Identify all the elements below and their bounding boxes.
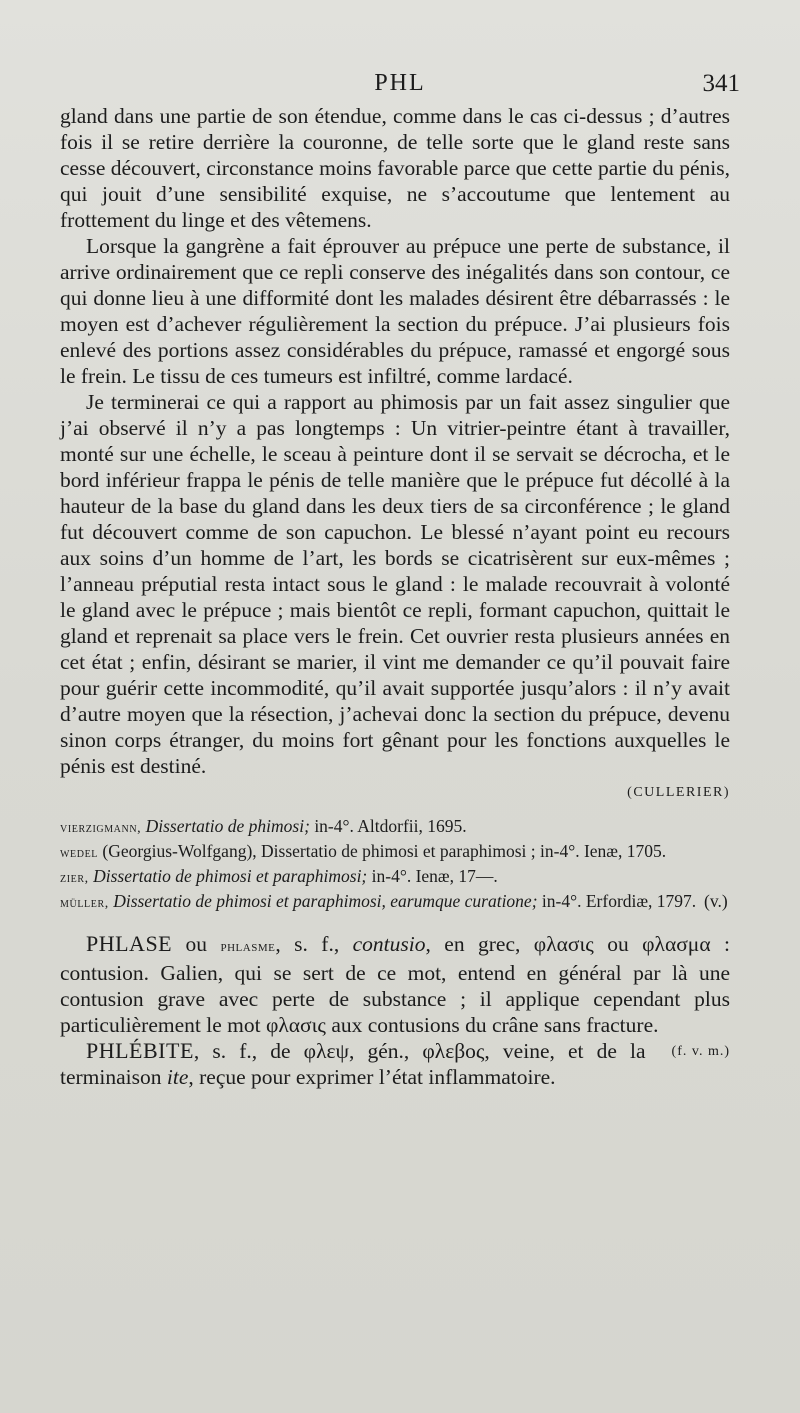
paragraph-gangrene: Lorsque la gangrène a fait éprouver au prépuce une perte de substance, il arrive ordinairement que ce repli conserve des inégalités dans son contour, ce qui donne lieu à une difformité dont les malades désirent être débarrassés : le moyen est d’achever régulièrement la section du prépuce. J’ai plusieurs fois enlevé des portions assez considérables du prépuce, ramassé et engorgé sous le frein. Le tissu de ces tumeurs est infiltré, comme lardacé.: [60, 234, 730, 388]
reference-details: (Georgius-Wolfgang), Dissertatio de phimosi et paraphimosi ; in-4°. Ienæ, 1705.: [102, 841, 667, 861]
entry-text: , s. f.,: [275, 932, 353, 956]
reference-title: Dissertatio de phimosi et paraphimosi;: [93, 866, 368, 886]
latin-gloss: contusio: [352, 932, 426, 956]
reference-item: [60, 815, 730, 840]
reference-item: [60, 865, 730, 890]
page-number: 341: [702, 70, 740, 97]
bibliography: [60, 815, 730, 915]
suffix-term: ite: [166, 1065, 189, 1089]
author-signature: (CULLERIER): [627, 785, 730, 800]
headword: PHLASE: [86, 931, 173, 956]
reference-item: [60, 840, 730, 865]
paragraph-case-report: Je terminerai ce qui a rapport au phimosis par un fait assez singulier que j’ai observé il n’y a pas longtemps : Un vitrier-peintre étant à travailler, monté sur une échelle, le sceau à peinture dont il se servait se décrocha, et le bord inférieur frappa le pénis de telle manière que le prépuce fut décollé à la hauteur de la base du gland dans les deux tiers de sa circonférence ; le gland fut découvert comme de son capuchon. Le blessé n’ayant point eu recours aux soins d’un homme de l’art, les bords se cicatrisèrent sur eux-mêmes ; l’anneau préputial resta intact sous le gland : le malade recouvrait à volonté le gland avec le prépuce ; mais bientôt ce repli, formant capuchon, quittait le gland et reprenait sa place vers le frein. Cet ouvrier resta plusieurs années en cet état ; enfin, désirant se marier, il vint me demander ce qu’il pouvait faire pour guérir cette incommodité, qu’il avait supportée jusqu’alors : il n’y avait d’autre moyen que la résection, j’achevai donc la section du prépuce, devenu sinon corps étranger, du moins fort gênant pour les fonctions auxquelles le pénis est destiné.: [60, 390, 730, 778]
page-header: [60, 70, 740, 104]
reference-author: vierzigmann,: [60, 821, 142, 836]
reference-details: in-4°. Erfordiæ, 1797.: [541, 891, 697, 911]
reference-details: in-4°. Ienæ, 17—.: [371, 866, 498, 886]
reference-item: müller, Dissertatio de phimosi et paraphimosi, earumque curatione; in-4°. Erfordiæ, 1797. (v.): [60, 891, 728, 911]
entry-signature: (f. v. m.): [671, 1044, 730, 1059]
reference-author: wedel: [60, 846, 98, 861]
headword: PHLÉBITE: [86, 1038, 194, 1063]
reference-author: zier,: [60, 871, 89, 886]
entry-definition: , en grec, φλασις ou φλασμα : contusion. Galien, qui se sert de ce mot, entend en général par là une contusion grave avec perte de substance ; il applique cependant plus particulièrement le mot φλασις aux contusions du crâne sans fracture.: [60, 932, 730, 1037]
variant-headword: phlasme: [220, 939, 276, 955]
reference-author: müller,: [60, 896, 109, 911]
paragraph-continuation: gland dans une partie de son étendue, comme dans le cas ci-dessus ; d’autres fois il se retire derrière la couronne, de telle sorte que le gland reste sans cesse découvert, circonstance moins favorable parce que cette partie du pénis, qui jouit d’une sensibilité exquise, ne s’accoutume que lentement au frottement du linge et des vêtemens.: [60, 104, 730, 232]
page-body: [60, 103, 730, 1090]
entry-text: , s. f., de φλεψ, gén., φλεβος, veine, et de la terminaison: [60, 1039, 646, 1089]
entry-text: , reçue pour exprimer l’état inflammatoire.: [188, 1065, 556, 1089]
dictionary-entries: [60, 931, 730, 1090]
running-head: PHL: [374, 70, 426, 96]
reference-title: Dissertatio de phimosi;: [145, 816, 310, 836]
entry-text: ou: [172, 932, 221, 956]
reference-title: Dissertatio de phimosi et paraphimosi, earumque curatione;: [113, 891, 538, 911]
reference-details: in-4°. Altdorfii, 1695.: [314, 816, 467, 836]
entry-phlebite: [60, 1038, 730, 1090]
